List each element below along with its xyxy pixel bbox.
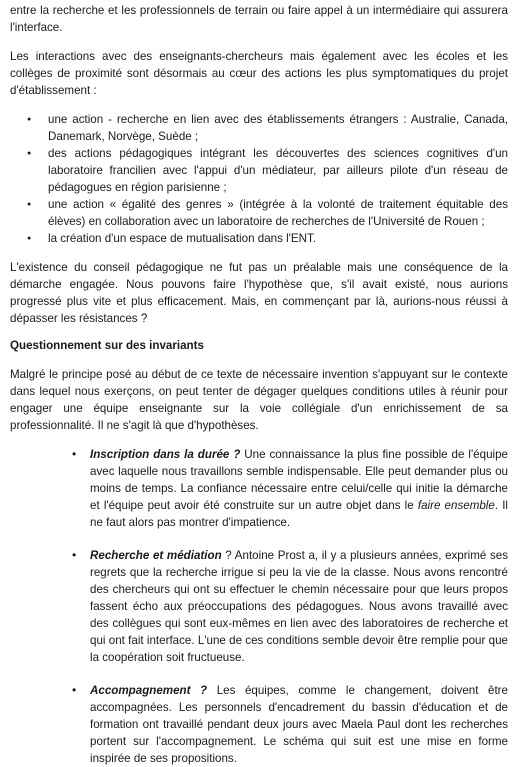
condition-text: Une connaissance la plus fine possible de l'équipe avec laquelle nous travaillons semble indispensable. Elle peut demander plus ou moins de temps. La confiance nécessaire entre celui/celle qui initie la démarche et l'équipe peut avoir été construite sur un autre objet dans le xyxy=(90,448,508,512)
condition-emphasis: faire ensemble xyxy=(417,499,495,512)
list-item: ● une action - recherche en lien avec des établissements étrangers : Australie, Canada, Danemark, Norvège, Suède ; xyxy=(10,111,508,145)
list-item: ● des actions pédagogiques intégrant les découvertes des sciences cognitives d'un laboratoire francilien avec l'appui d'un médiateur, par ailleurs pilote d'un réseau de pédagogues en région parisienne ; xyxy=(10,145,508,196)
condition-item xyxy=(10,682,508,767)
condition-text: Les équipes, comme le changement, doivent être accompagnées. Les personnels d'encadrement du bassin d'éducation et de formation ont travaillé pendant deux jours avec Maela Paul dont les recherches portent sur l'accompagnement. Le schéma qui suit est une mise en forme inspirée de ses propositions. xyxy=(90,684,508,765)
list-item: ● la création d'un espace de mutualisation dans l'ENT. xyxy=(10,230,508,247)
condition-item xyxy=(10,547,508,666)
interactions-paragraph: Les interactions avec des enseignants-chercheurs mais également avec les écoles et les collèges de proximité sont désormais au cœur des actions les plus symptomatiques du projet d'établissement : xyxy=(10,50,508,97)
actions-list xyxy=(10,111,508,247)
list-item: ● une action « égalité des genres » (intégrée à la volonté de traitement équitable des élèves) en collaboration avec un laboratoire de recherches de l'Université de Rouen ; xyxy=(10,196,508,230)
section-heading: Questionnement sur des invariants xyxy=(10,339,204,352)
conditions-list xyxy=(10,446,508,767)
condition-term: Accompagnement ? xyxy=(90,684,208,697)
condition-term: Recherche et médiation xyxy=(90,549,222,562)
condition-text-after: . Il ne faut alors pas montrer d'impatience. xyxy=(90,499,509,529)
intro-tail-paragraph: entre la recherche et les professionnels de terrain ou faire appel à un intermédiaire qui assurera l'interface. xyxy=(10,4,508,34)
condition-term: Inscription dans la durée ? xyxy=(90,448,241,461)
condition-text: ? Antoine Prost a, il y a plusieurs années, exprimé ses regrets que la recherche irrigue si peu la vie de la classe. Nous avons rencontré des chercheurs qui ont su effectuer le chemin nécessaire pour que leurs propos fassent écho aux préoccupations des pédagogues. Nous avons travaillé avec des collègues qui sont eux-mêmes en lien avec des laboratoires de recherche et qui ont fait interface. L'une de ces conditions semble devoir être remplie pour que la coopération soit fructueuse. xyxy=(90,549,508,664)
conseil-paragraph: L'existence du conseil pédagogique ne fut pas un préalable mais une conséquence de la démarche engagée. Nous pouvons faire l'hypothèse que, s'il avait existé, nous aurions progressé plus vite et plus efficacement. Mais, en commençant par là, aurions-nous réussi à dépasser les résistances ? xyxy=(10,261,508,325)
condition-item xyxy=(10,446,508,531)
principe-paragraph: Malgré le principe posé au début de ce texte de nécessaire invention s'appuyant sur le contexte dans lequel nous exerçons, on peut tenter de dégager quelques conditions utiles à réunir pour engager une équipe enseignante sur la voie collégiale d'un enrichissement de sa professionnalité. Il ne s'agit là que d'hypothèses. xyxy=(10,368,508,432)
